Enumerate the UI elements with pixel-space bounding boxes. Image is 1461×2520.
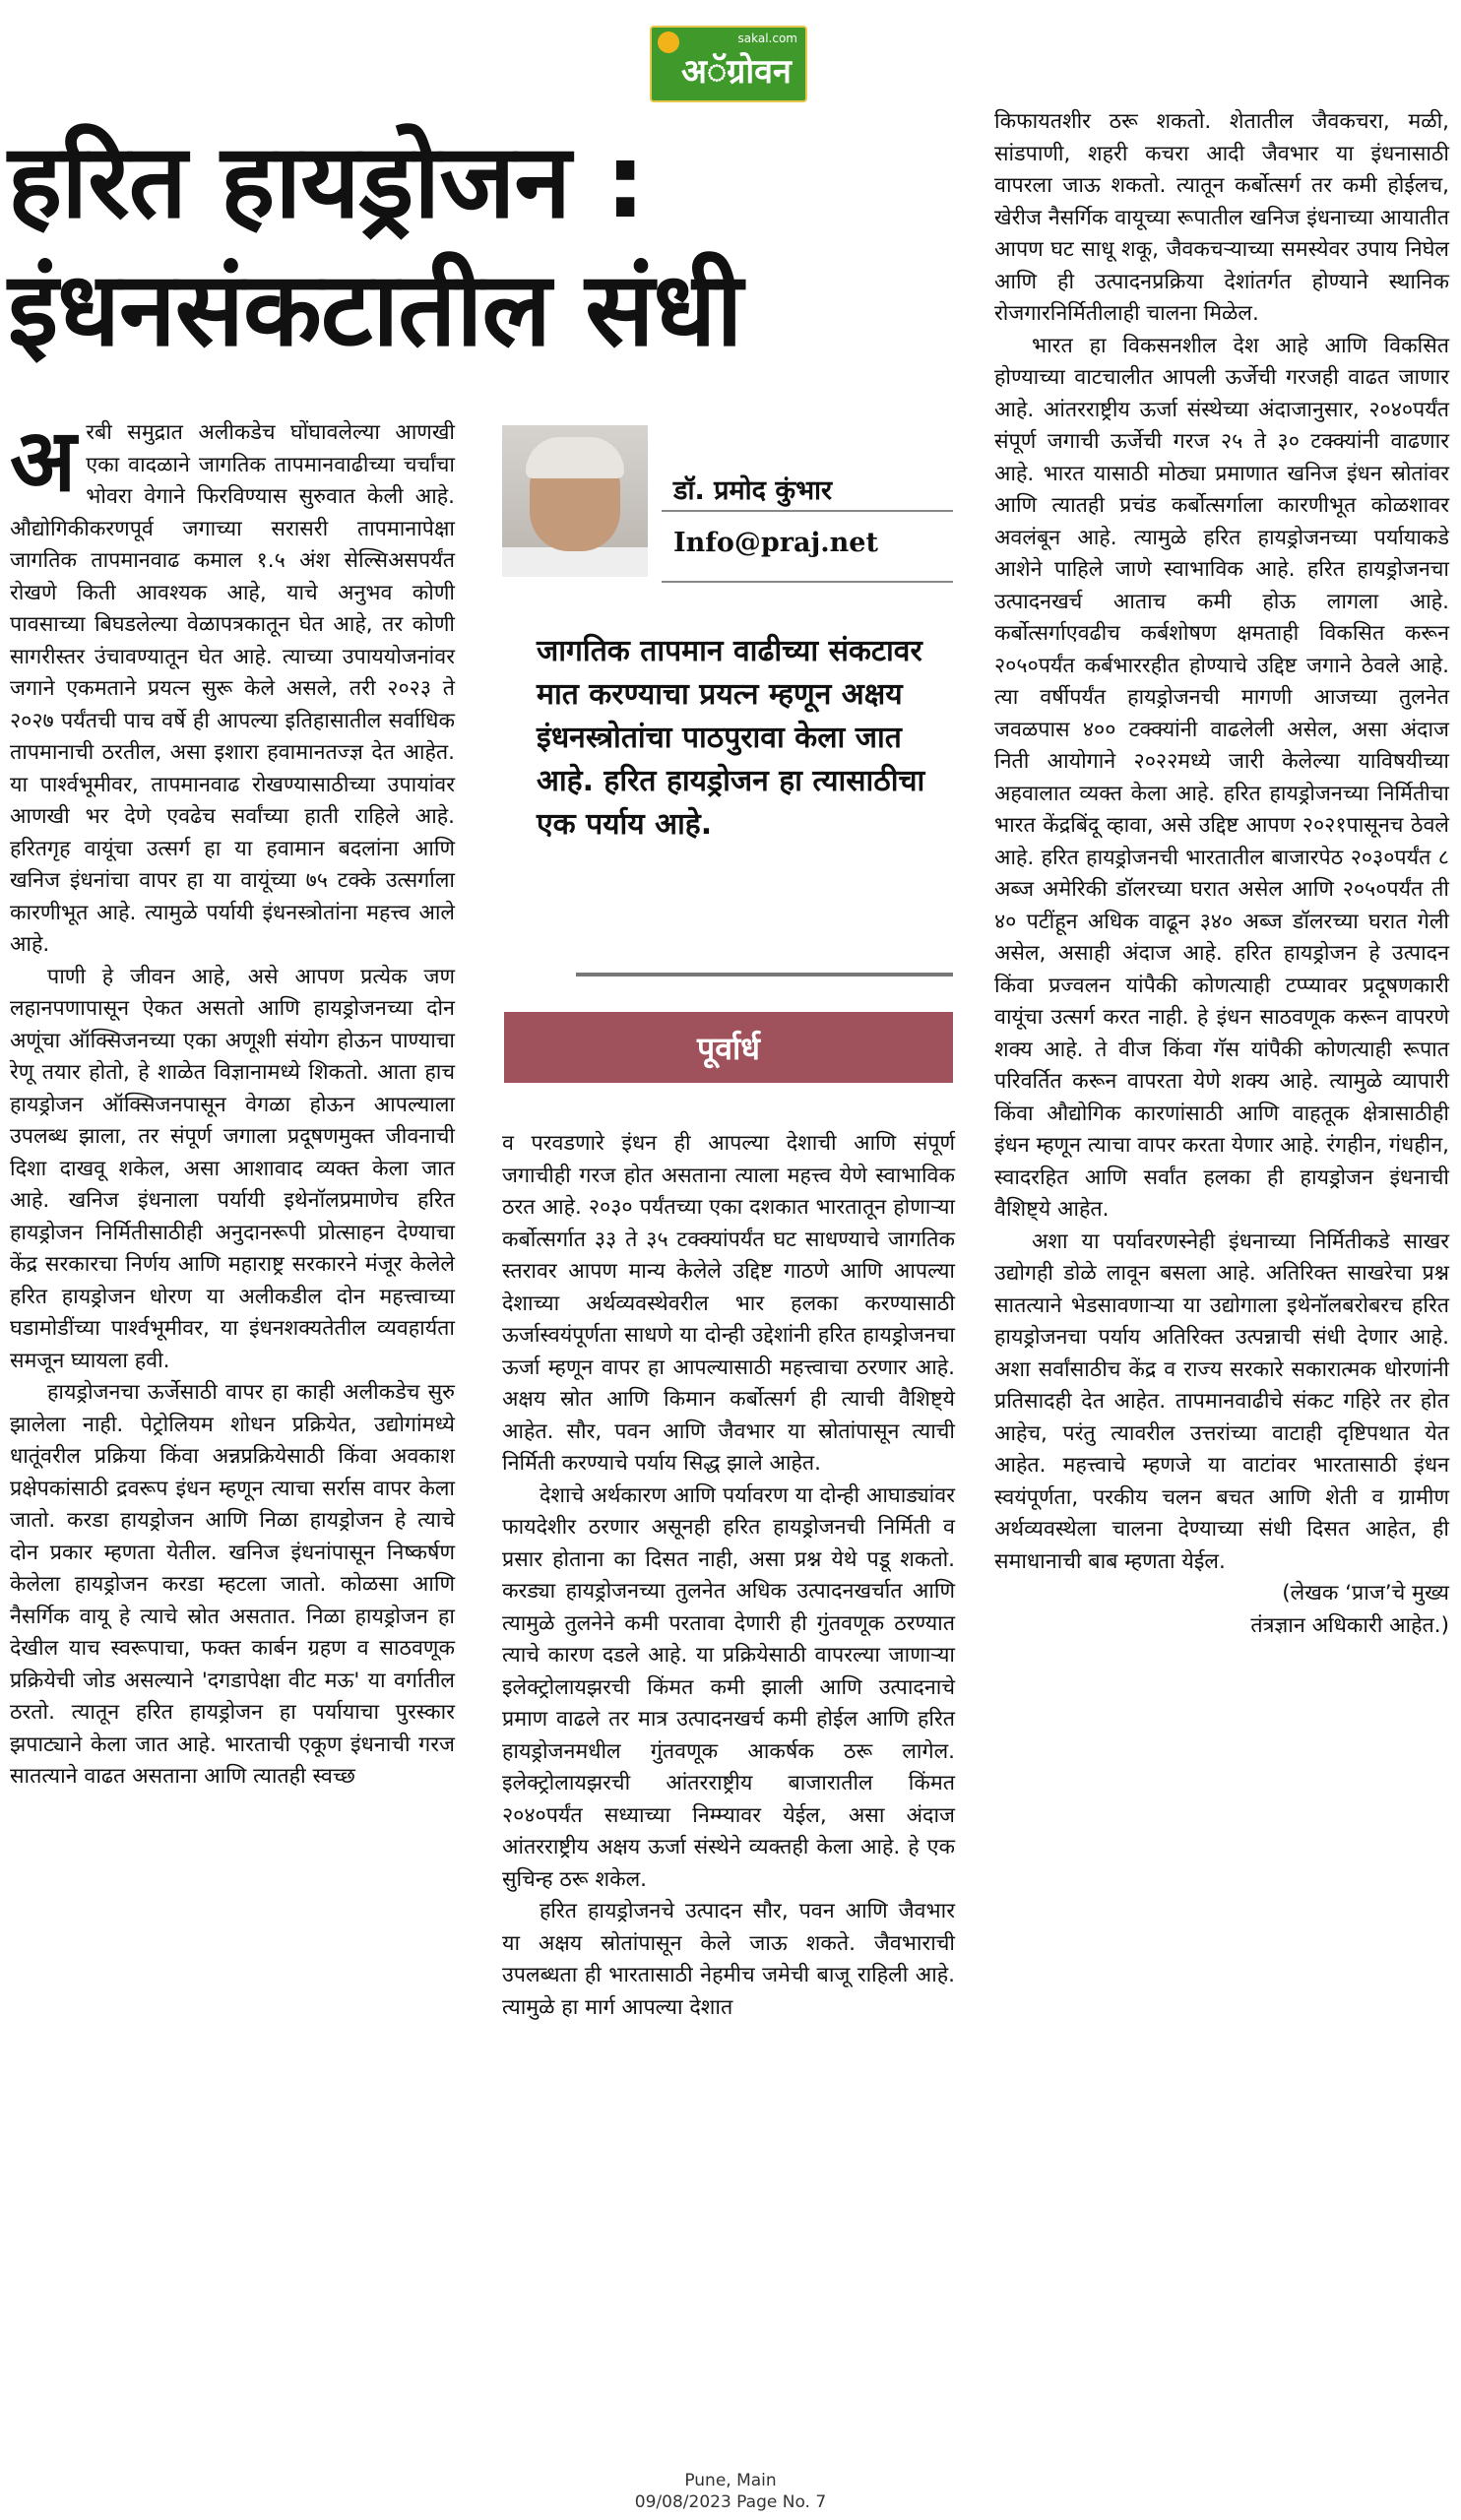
pull-quote: जागतिक तापमान वाढीच्या संकटावर मात करण्याचा प्रयत्न म्हणून अक्षय इंधनस्त्रोतांचा पाठपुरावा केला जात आहे. हरित हायड्रोजन हा त्यासाठीचा एक पर्याय आहे. xyxy=(537,634,925,842)
footer-edition: Pune, Main xyxy=(684,2471,777,2490)
masthead-logo xyxy=(650,26,807,102)
pull-quote-rule xyxy=(576,973,953,976)
headline-line-1: हरित हायड्रोजन : xyxy=(8,121,645,241)
photo-shirt xyxy=(502,547,648,577)
sun-icon xyxy=(658,32,679,53)
paragraph-4: व परवडणारे इंधन ही आपल्या देशाची आणि संपूर्ण जगाचीही गरज होत असताना त्याला महत्त्व येणे स्वाभाविक ठरत आहे. २०३० पर्यंतच्या एका दशकात भारतातून होणाऱ्या कर्बोत्सर्गात ३३ ते ३५ टक्क्यांपर्यंत घट साधण्याचे जागतिक स्तरावर आपण मान्य केलेले उद्दिष्ट गाठणे आणि आपल्या देशाच्या अर्थव्यवस्थेवरील भार हलका करण्यासाठी ऊर्जास्वयंपूर्णता साधणे या दोन्ही उद्देशांनी हरित हायड्रोजनचा ऊर्जा म्हणून वापर हा आपल्यासाठी महत्त्वाचा ठरणार आहे. अक्षय स्रोत आणि किमान कर्बोत्सर्ग ही त्याची वैशिष्ट्ये आहेत. सौर, पवन आणि जैवभार या स्रोतांपासून त्याची निर्मिती करण्याचे पर्याय सिद्ध झाले आहेत. xyxy=(502,1131,955,1476)
masthead-small-text: sakal.com xyxy=(737,32,797,45)
author-email: Info@praj.net xyxy=(673,528,878,558)
author-rule-bottom xyxy=(662,581,953,583)
article-column-1 xyxy=(10,410,455,1794)
paragraph-9: अशा या पर्यावरणस्नेही इंधनाच्या निर्मितीकडे साखर उद्योगही डोळे लावून बसला आहे. अतिरिक्त साखरेचा प्रश्न सातत्याने भेडसावणाऱ्या या उद्योगाला इथेनॉलबरोबरच हरित हायड्रोजनचा पर्याय अतिरिक्त उत्पन्नाची संधी देणार आहे. अशा सर्वांसाठीच केंद्र व राज्य सरकारे सकारात्मक धोरणांनी प्रतिसादही देत आहेत. तापमानवाढीचे संकट गहिरे तर होत आहेच, परंतु त्यावरील उत्तरांच्या वाटाही दृष्टिपथात येत आहेत. महत्त्वाचे म्हणजे या वाटांवर भारतासाठी इंधन स्वयंपूर्णता, परकीय चलन बचत आणि शेती व ग्रामीण अर्थव्यवस्थेला चालना देण्याच्या संधी दिसत आहेत, ही समाधानाची बाब म्हणता येईल. xyxy=(994,1228,1449,1574)
headline-line-2: इंधनसंकटातील संधी xyxy=(8,249,742,369)
paragraph-7: किफायतशीर ठरू शकतो. शेतातील जैवकचरा, मळी, सांडपाणी, शहरी कचरा आदी जैवभार या इंधनासाठी वापरला जाऊ शकतो. त्यातून कर्बोत्सर्ग तर कमी होईलच, खेरीज नैसर्गिक वायूच्या रूपातील खनिज इंधनाच्या आयातीत आपण घट साधू शकू, जैवकचऱ्याच्या समस्येवर उपाय निघेल आणि ही उत्पादनप्रक्रिया देशांतर्गत होण्याने स्थानिक रोजगारनिर्मितीलाही चालना मिळेल. xyxy=(994,109,1449,326)
photo-hair xyxy=(526,437,624,478)
author-note-line-1: (लेखक ‘प्राज’चे मुख्य xyxy=(1282,1581,1449,1606)
section-label: पूर्वार्ध xyxy=(504,1012,953,1083)
article-column-2 xyxy=(502,1128,955,2024)
paragraph-8: भारत हा विकसनशील देश आहे आणि विकसित होण्याच्या वाटचालीत आपली ऊर्जेची गरजही वाढत जाणार आहे. आंतरराष्ट्रीय ऊर्जा संस्थेच्या अंदाजानुसार, २०४०पर्यंत संपूर्ण जगाची ऊर्जेची गरज २५ ते ३० टक्क्यांनी वाढणार आहे. भारत यासाठी मोठ्या प्रमाणात खनिज इंधन स्रोतांवर आणि त्यातही प्रचंड कर्बोत्सर्गाला कारणीभूत कोळशावर अवलंबून आहे. त्यामुळे हरित हायड्रोजनच्या पर्यायाकडे आशेने पाहिले जाणे स्वाभाविक आहे. हरित हायड्रोजनचा उत्पादनखर्च आताच कमी होऊ लागला आहे. कर्बोत्सर्गाएवढीच कर्बशोषण क्षमताही विकसित करून २०५०पर्यंत कर्बभाररहीत होण्याचे उद्दिष्ट जगाने ठेवले आहे. त्या वर्षीपर्यंत हायड्रोजनची मागणी आजच्या तुलनेत जवळपास ४०० टक्क्यांनी वाढलेली असेल, असा अंदाज निती आयोगाने २०२२मध्ये जारी केलेल्या याविषयीच्या अहवालात व्यक्त केला आहे. हरित हायड्रोजनच्या निर्मितीचा भारत केंद्रबिंदू व्हावा, असे उद्दिष्ट आपण २०२१पासूनच ठेवले आहे. हरित हायड्रोजनची भारतातील बाजारपेठ २०३०पर्यंत ८ अब्ज अमेरिकी डॉलरच्या घरात असेल आणि २०५०पर्यंत ती ४० पटींहून अधिक वाढून ३४० अब्ज डॉलरच्या घरात गेली असेल, असाही अंदाज आहे. हरित हायड्रोजन हे उत्पादन किंवा प्रज्वलन यांपैकी कोणत्याही टप्प्यावर प्रदूषणकारी वायूंचा उत्सर्ग करत नाही. हे इंधन साठवणूक करून वापरणे शक्य आहे. ते वीज किंवा गॅस यांपैकी कोणत्याही रूपात परिवर्तित करून वापरता येणे शक्य आहे. त्यामुळे व्यापारी किंवा औद्योगिक कारणांसाठी आणि वाहतूक क्षेत्रासाठीही इंधन म्हणून त्याचा वापर करता येणार आहे. रंगहीन, गंधहीन, स्वादरहित आणि सर्वांत हलका ही हायड्रोजन इंधनाची वैशिष्ट्ये आहेत. xyxy=(994,333,1449,1222)
author-note-line-2: तंत्रज्ञान अधिकारी आहेत.) xyxy=(1250,1612,1449,1638)
paragraph-1 xyxy=(10,410,455,962)
paragraph-1-text: रबी समुद्रात अलीकडेच घोंघावलेल्या आणखी एका वादळाने जागतिक तापमानवाढीच्या चर्चांचा भोवरा वेगाने फिरविण्यास सुरुवात केली आहे. औद्योगिकीकरणपूर्व जगाच्या सरासरी तापमानापेक्षा जागतिक तापमानवाढ कमाल १.५ अंश सेल्सिअसपर्यंत रोखणे किती आवश्यक आहे, याचे अनुभव कोणी पावसाच्या बिघडलेल्या वेळापत्रकातून घेत आहे, तर कोणी सागरीस्तर उंचावण्यातून घेत आहे. त्याच्या उपाययोजनांवर जगाने एकमताने प्रयत्न सुरू केले असले, तरी २०२३ ते २०२७ पर्यंतची पाच वर्षे ही आपल्या इतिहासातील सर्वाधिक तापमानाची ठरतील, असा इशारा हवामानतज्ज्ञ देत आहेत. या पार्श्वभूमीवर, तापमानवाढ रोखण्यासाठीच्या उपायांवर आणखी भर देणे एवढेच सर्वांच्या हाती राहिले आहे. हरितगृह वायूंचा उत्सर्ग हा या हवामान बदलांना आणि खनिज इंधनांचा वापर हा या वायूंच्या ७५ टक्के उत्सर्गाला कारणीभूत आहे. त्यामुळे पर्यायी इंधनस्त्रोतांना महत्त्व आले आहे. xyxy=(10,420,455,957)
author-rule-top xyxy=(662,510,953,512)
paragraph-2: पाणी हे जीवन आहे, असे आपण प्रत्येक जण लहानपणापासून ऐकत असतो आणि हायड्रोजनच्या दोन अणूंचा ऑक्सिजनच्या एका अणूशी संयोग होऊन पाण्याचा रेणू तयार होतो, हे शाळेत विज्ञानामध्ये शिकतो. आता हाच हायड्रोजन ऑक्सिजनपासून वेगळा होऊन आपल्याला उपलब्ध झाला, तर संपूर्ण जगाला प्रदूषणमुक्त जीवनाची दिशा दाखवू शकेल, असा आशावाद व्यक्त केला जात आहे. खनिज इंधनाला पर्यायी इथेनॉलप्रमाणेच हरित हायड्रोजन निर्मितीसाठीही अनुदानरूपी प्रोत्साहन देण्याचा केंद्र सरकारचा निर्णय आणि महाराष्ट्र सरकारने मंजूर केलेले हरित हायड्रोजन धोरण या अलीकडील दोन महत्त्वाच्या घडामोडींच्या पार्श्वभूमीवर, या इंधनशक्यतेतील व्यवहार्यता समजून घ्यायला हवी. xyxy=(10,964,455,1373)
drop-cap: अ xyxy=(10,410,77,511)
footer-date-page: 09/08/2023 Page No. 7 xyxy=(634,2492,827,2512)
paragraph-5: देशाचे अर्थकारण आणि पर्यावरण या दोन्ही आघाड्यांवर फायदेशीर ठरणार असूनही हरित हायड्रोजनची निर्मिती व प्रसार होताना का दिसत नाही, असा प्रश्न येथे पडू शकतो. करड्या हायड्रोजनच्या तुलनेत अधिक उत्पादनखर्चात आणि त्यामुळे तुलनेने कमी परतावा देणारी ही गुंतवणूक ठरण्यात त्याचे कारण दडले आहे. या प्रक्रियेसाठी वापरल्या जाणाऱ्या इलेक्ट्रोलायझरची किंमत कमी झाली आणि उत्पादनाचे प्रमाण वाढले तर मात्र उत्पादनखर्च कमी होईल आणि हरित हायड्रोजनमधील गुंतवणूक आकर्षक ठरू लागेल. इलेक्ट्रोलायझरची आंतरराष्ट्रीय बाजारातील किंमत २०४०पर्यंत सध्याच्या निम्म्यावर येईल, असा अंदाज आंतरराष्ट्रीय अक्षय ऊर्जा संस्थेने व्यक्तही केला आहे. हे एक सुचिन्ह ठरू शकेल. xyxy=(502,1482,955,1892)
paragraph-3: हायड्रोजनचा ऊर्जेसाठी वापर हा काही अलीकडेच सुरु झालेला नाही. पेट्रोलियम शोधन प्रक्रियेत, उद्योगांमध्ये धातूंवरील प्रक्रिया किंवा अन्नप्रक्रियेसाठी किंवा अवकाश प्रक्षेपकांसाठी द्रवरूप इंधन म्हणून त्याचा सर्रास वापर केला जातो. करडा हायड्रोजन आणि निळा हायड्रोजन हे त्याचे दोन प्रकार म्हणता येतील. खनिज इंधनांपासून निष्कर्षण केलेला हायड्रोजन करडा म्हटला जातो. कोळसा आणि नैसर्गिक वायू हे त्याचे स्रोत असतात. निळा हायड्रोजन हा देखील याच स्वरूपाचा, फक्त कार्बन ग्रहण व साठवणूक प्रक्रियेची जोड असल्याने 'दगडापेक्षा वीट मऊ' या वर्गातील ठरतो. त्यातून हरित हायड्रोजन हा पर्यायाचा पुरस्कार झपाट्याने केला जात आहे. भारताची एकूण इंधनाची गरज सातत्याने वाढत असताना आणि त्यातही स्वच्छ xyxy=(10,1380,455,1789)
author-name: डॉ. प्रमोद कुंभार xyxy=(673,475,833,506)
article-column-3 xyxy=(994,106,1449,1642)
masthead-name: अॅग्रोवन xyxy=(681,52,792,92)
author-photo xyxy=(502,425,648,577)
paragraph-6: हरित हायड्रोजनचे उत्पादन सौर, पवन आणि जैवभार या अक्षय स्रोतांपासून केले जाऊ शकते. जैवभाराची उपलब्धता ही भारतासाठी नेहमीच जमेची बाजू राहिली आहे. त्यामुळे हा मार्ग आपल्या देशात xyxy=(502,1899,955,2020)
